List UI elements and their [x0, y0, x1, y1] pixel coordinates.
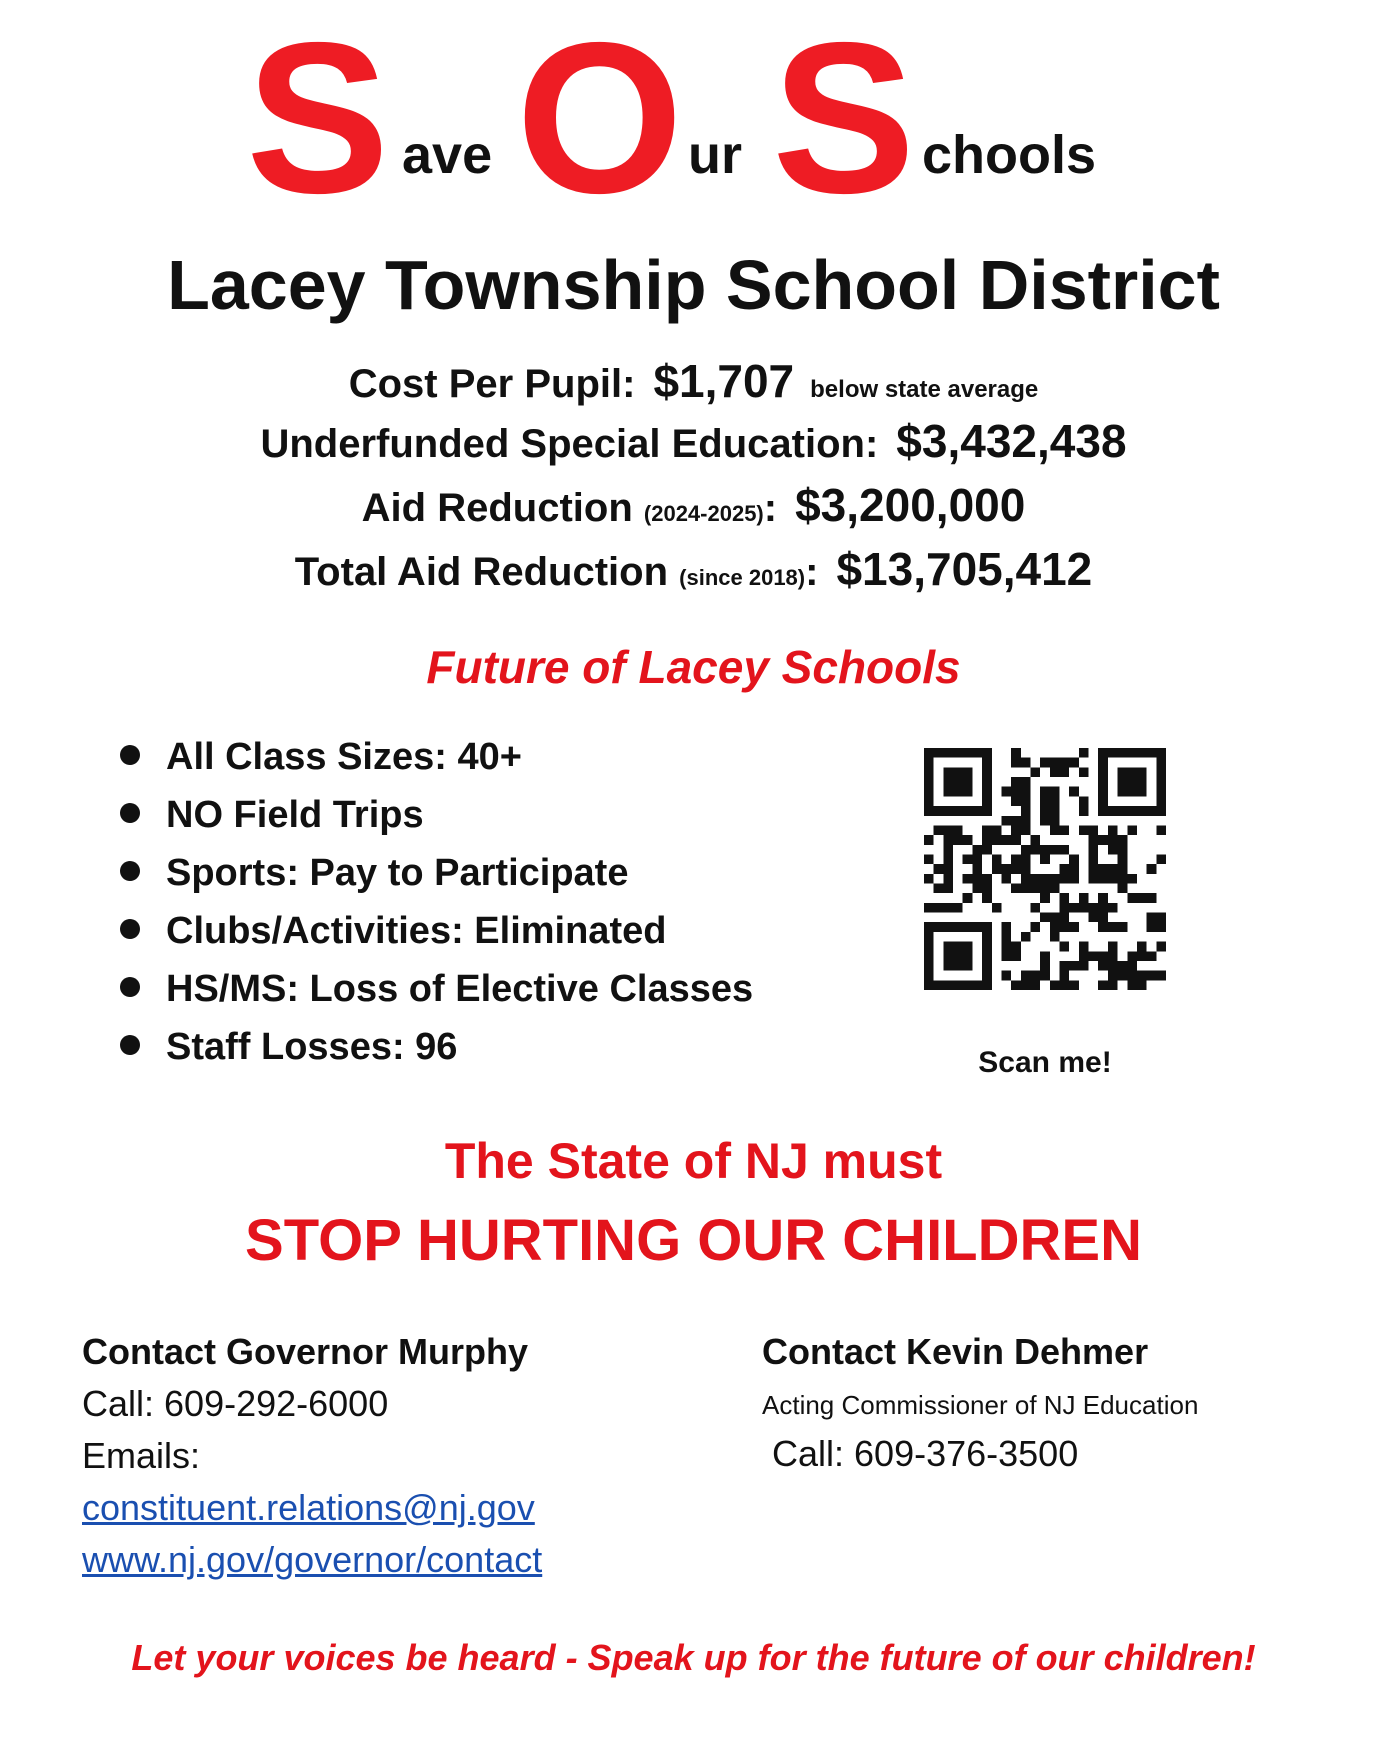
governor-email-link[interactable]: constituent.relations@nj.gov	[82, 1487, 535, 1528]
contact-commissioner-call: Call: 609-376-3500	[772, 1433, 1079, 1474]
list-item: NO Field Trips	[120, 786, 753, 844]
sos-word-ave: ave	[402, 125, 493, 185]
qr-caption: Scan me!	[978, 1046, 1112, 1079]
bullet-icon	[120, 919, 140, 939]
contact-commissioner-heading: Contact Kevin Dehmer	[762, 1331, 1149, 1372]
stat-value: $1,707	[653, 355, 795, 407]
list-item: Sports: Pay to Participate	[120, 844, 753, 902]
stat-paren: (since 2018)	[679, 565, 806, 590]
sos-letter-o: O	[516, 0, 684, 238]
contact-governor-call: Call: 609-292-6000	[82, 1383, 389, 1424]
stat-paren: (2024-2025)	[643, 501, 764, 526]
bullet-icon	[120, 745, 140, 765]
list-item: Staff Losses: 96	[120, 1018, 753, 1076]
bullet-icon	[120, 1035, 140, 1055]
future-heading: Future of Lacey Schools	[426, 641, 961, 693]
footer-slogan: Let your voices be heard - Speak up for the future of our children!	[131, 1637, 1256, 1678]
contact-commissioner-title: Acting Commissioner of NJ Education	[762, 1390, 1199, 1420]
list-item: HS/MS: Loss of Elective Classes	[120, 960, 753, 1018]
stat-label: Aid Reduction	[361, 486, 633, 530]
stat-total-aid-reduction: Total Aid Reduction (since 2018): $13,705,412	[294, 543, 1093, 595]
stat-value: $3,432,438	[896, 415, 1127, 467]
future-list	[120, 728, 753, 1076]
bullet-icon	[120, 977, 140, 997]
stat-special-education	[0, 415, 1387, 467]
state-message-line1: The State of NJ must	[444, 1133, 943, 1189]
governor-website-link[interactable]: www.nj.gov/governor/contact	[82, 1539, 543, 1580]
contact-governor-emails-label: Emails:	[82, 1435, 201, 1476]
list-item: All Class Sizes: 40+	[120, 728, 753, 786]
district-title: Lacey Township School District	[167, 246, 1220, 324]
bullet-icon	[120, 803, 140, 823]
stat-label: Total Aid Reduction	[294, 550, 669, 594]
qr-code-icon[interactable]	[910, 748, 1180, 990]
state-message-line2: STOP HURTING OUR CHILDREN	[245, 1208, 1142, 1273]
stat-value: $13,705,412	[836, 543, 1093, 595]
contact-governor-heading: Contact Governor Murphy	[82, 1331, 529, 1372]
sos-letter-s2: S	[772, 0, 916, 238]
bullet-icon	[120, 861, 140, 881]
list-item: Clubs/Activities: Eliminated	[120, 902, 753, 960]
sos-letter-s1: S	[246, 0, 390, 238]
sos-word-ur: ur	[688, 125, 742, 185]
stat-label: Underfunded Special Education:	[260, 422, 879, 466]
stat-note: below state average	[810, 376, 1039, 403]
stat-cost-per-pupil	[0, 355, 1387, 407]
stat-aid-reduction: Aid Reduction (2024-2025): $3,200,000	[361, 479, 1026, 531]
stat-value: $3,200,000	[795, 479, 1026, 531]
stat-label: Cost Per Pupil:	[348, 362, 636, 406]
sos-word-chools: chools	[922, 125, 1097, 185]
